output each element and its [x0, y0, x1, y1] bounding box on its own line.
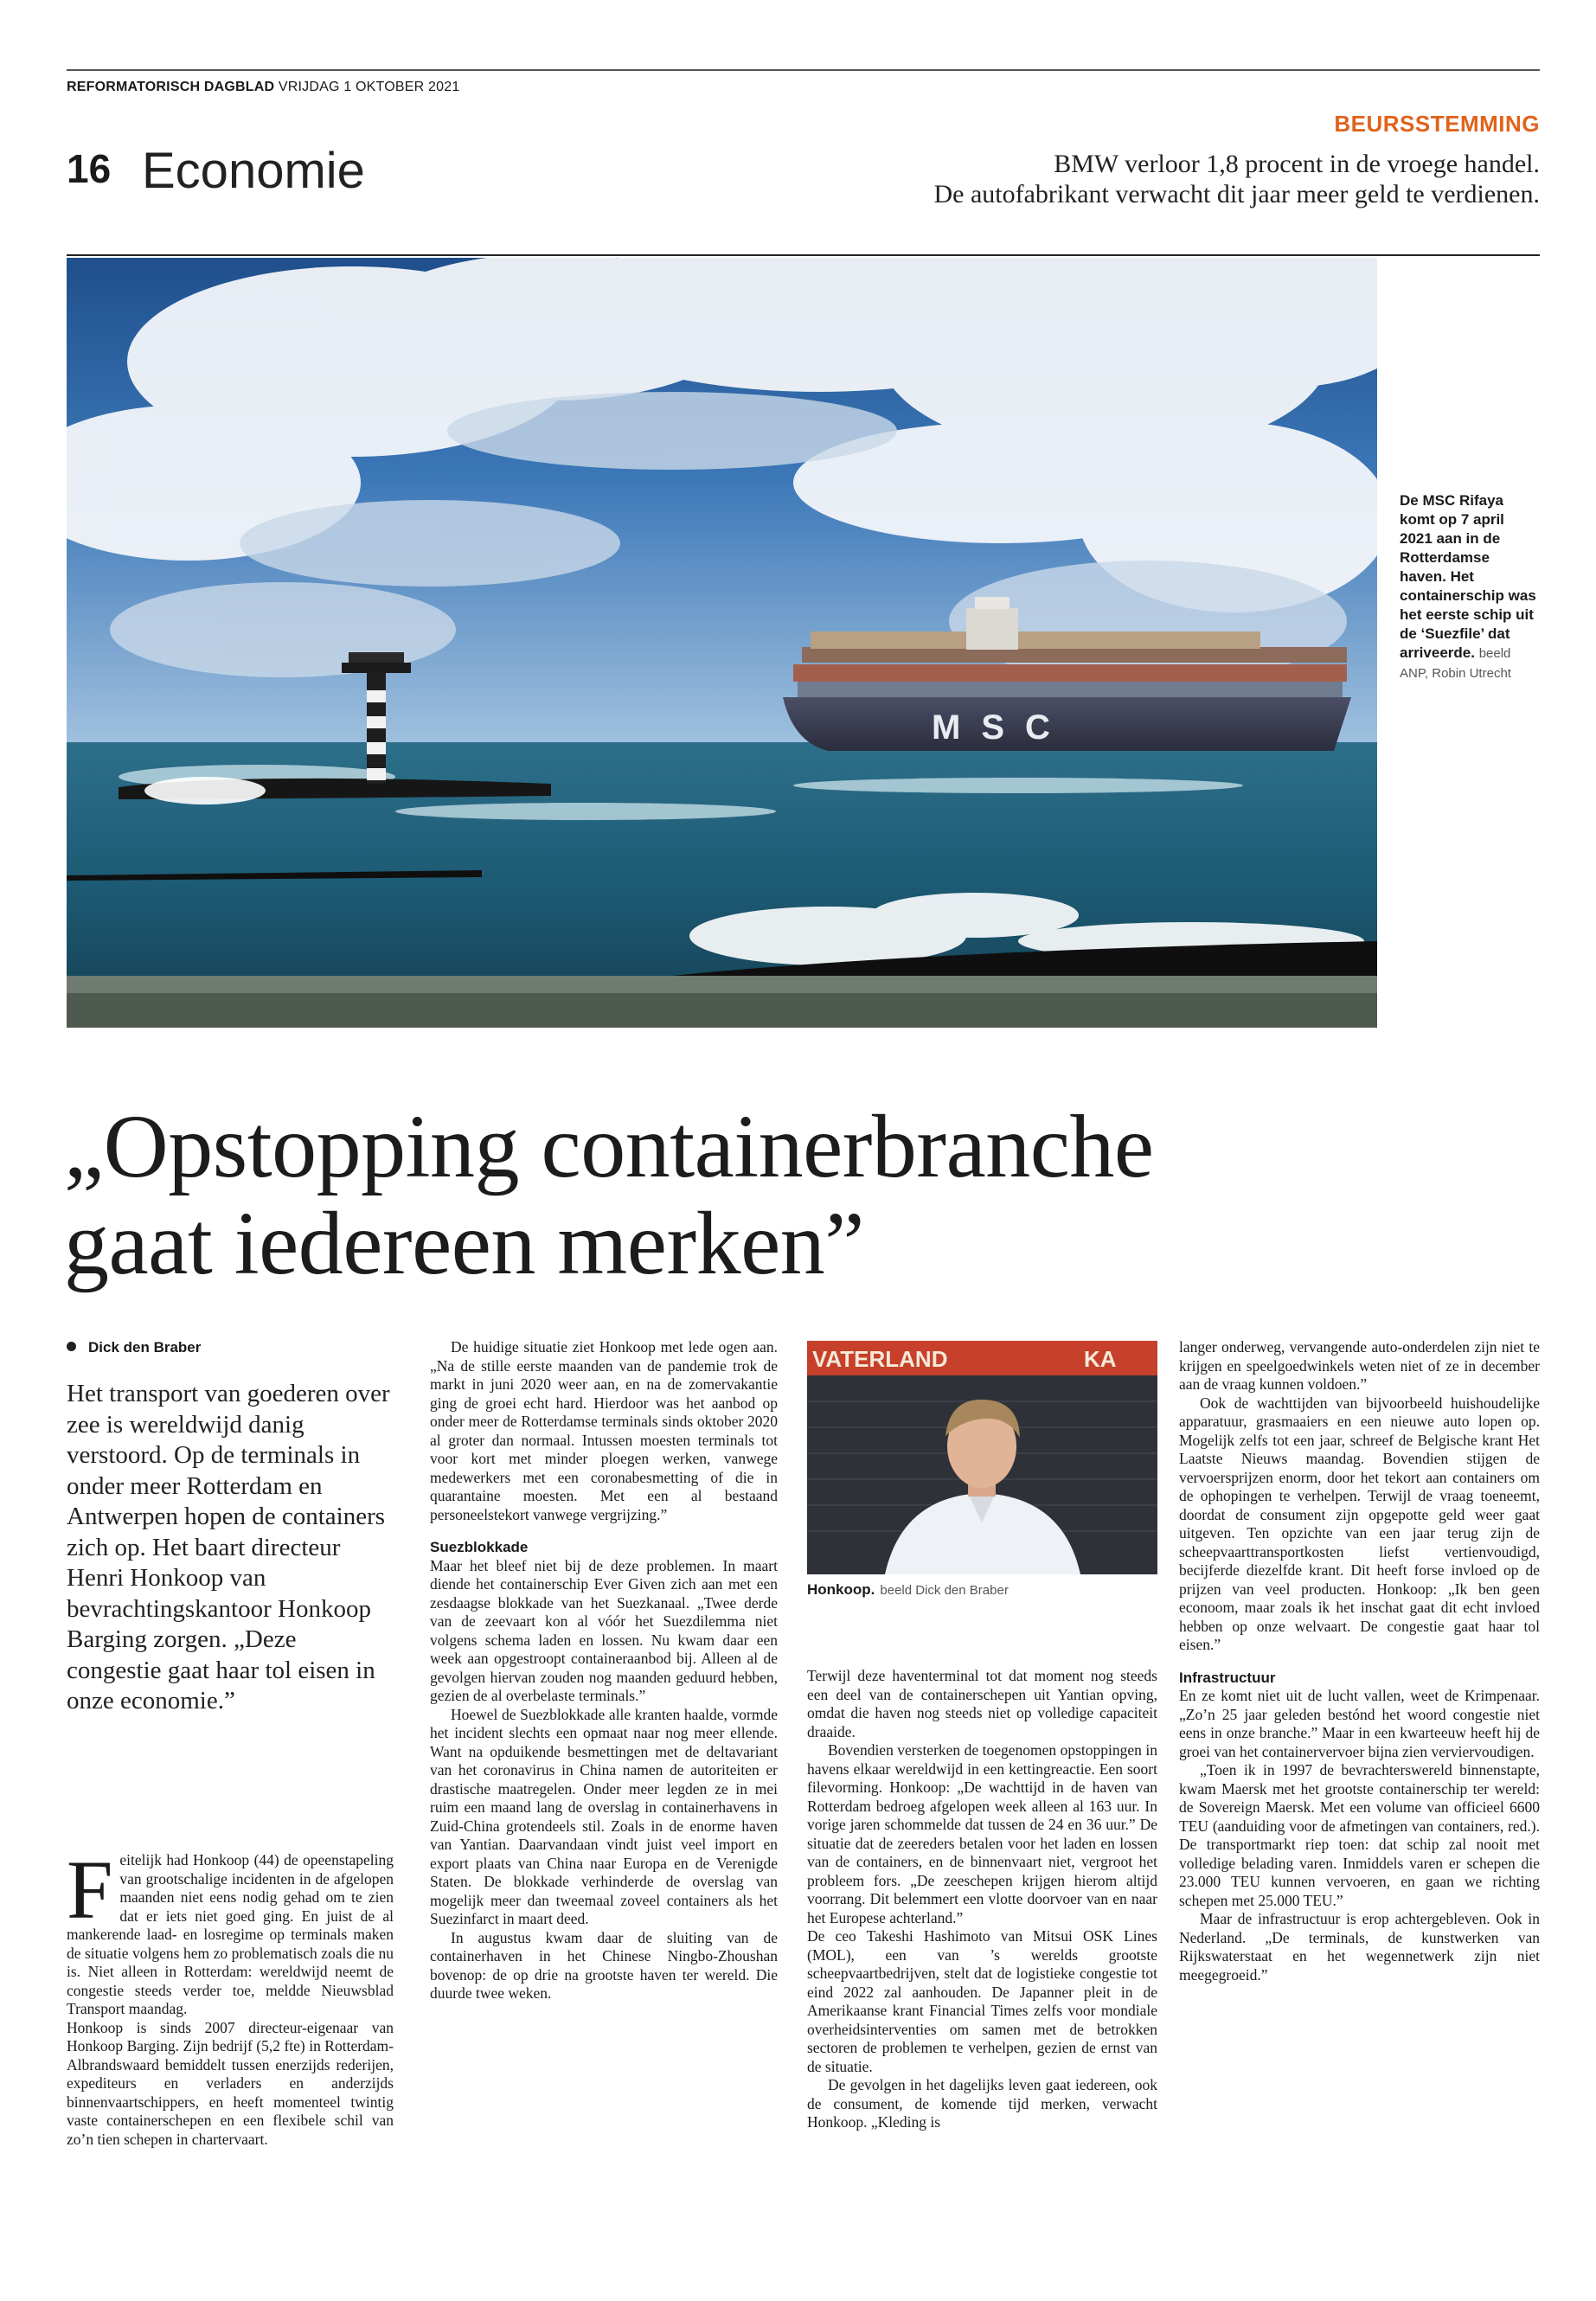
article-headline[interactable] — [64, 1099, 1535, 1292]
article-intro: Het transport van goederen over zee is wereldwijd danig verstoord. Op de terminals in onder meer Rotterdam en Antwerpen hopen de containers zich op. Het baart directeur Henri Honkoop van bevrachtingskantoor Honkoop Barging zorgen. „Deze congestie gaat haar tol eisen in onze economie.” — [67, 1380, 390, 1715]
paragraph-text: eitelijk had Honkoop (44) de opeenstapeling van grootschalige incidenten in de afgelopen maanden niet eens nodig gehad om te zien dat er iets niet goed ging. En juist de al mankerende laad- en losregime op terminals maken de situatie volgens hem zo problematisch zoals die nu is. Niet alleen in Rotterdam: wereldwijd neemt de congestie steeds verder toe, meldde Nieuwsblad Transport maandag. — [67, 1851, 394, 2017]
subheading: Infrastructuur — [1179, 1669, 1276, 1686]
byline — [67, 1339, 201, 1356]
paragraph: De huidige situatie ziet Honkoop met lede ogen aan. „Na de stille eerste maanden van de pandemie trok de markt in juni 2020 weer aan, en na de zomervakantie ging de groei echt hard. Hierdoor was het aanbod op onder meer de Rotterdamse terminals sinds oktober 2020 al groter dan normaal. Intussen moesten terminals tot voor kort met minder ploegen werken, vanwege medewerkers met een coronabesmetting of die in quarantaine moesten. Met een al bestaand personeelstekort vanwege vergrijzing.” — [430, 1338, 778, 1523]
svg-text:KA: KA — [1084, 1346, 1117, 1372]
article-column-4 — [1179, 1338, 1540, 1984]
article-column-2 — [430, 1338, 778, 2003]
headline-line: „Opstopping containerbranche — [64, 1097, 1154, 1196]
bullet-icon — [67, 1342, 76, 1351]
headline-line: gaat iedereen merken” — [64, 1194, 864, 1293]
paragraph: Maar het bleef niet bij de deze problemen. In maart diende het containerschip Ever Given zich aan met een zesdaagse blokkade van het Suezkanaal. „Twee derde van de zeevaart kon al vóór het Suezdilemma niet volgens schema laden en lossen. Nu kwam daar een week aan opgestroopt containeraanbod bij. Alleen al de gevolgen hiervan zouden nog maanden geduurd hebben, gezien de al overbelaste terminals.” — [430, 1556, 778, 1704]
page-number: 16 — [67, 146, 112, 191]
photo-credit: beeld ANP, Robin Utrecht — [1400, 646, 1511, 681]
issue-date: VRIJDAG 1 OKTOBER 2021 — [278, 80, 460, 94]
svg-text:MSC: MSC — [932, 708, 1071, 747]
paper-name: REFORMATORISCH DAGBLAD — [67, 80, 275, 94]
paragraph: Terwijl deze haventerminal tot dat moment nog steeds een deel van de containerschepen uit Yantian opving, omdat die haven nog steeds niet op volledige capaciteit draaide. — [807, 1667, 1157, 1740]
paragraph: langer onderweg, vervangende auto-onderdelen zijn niet te krijgen en speelgoedwinkels weten niet of ze in december aan de vraag kunnen voldoen.” — [1179, 1338, 1540, 1393]
teaser-text[interactable] — [761, 149, 1540, 209]
paragraph — [67, 1843, 394, 2019]
article-column-1 — [67, 1843, 394, 2149]
dropcap: F — [67, 1843, 113, 1936]
teaser-line: De autofabrikant verwacht dit jaar meer geld te verdienen. — [933, 180, 1540, 208]
paper-dateline — [67, 80, 459, 95]
top-rule — [67, 69, 1540, 71]
paragraph: Ook de wachttijden van bijvoorbeeld huishoudelijke apparatuur, grasmaaiers en een nieuwe auto lopen op. Mogelijk zelfs tot een jaar, schreef de Belgische krant Het Laatste Nieuws maandag. Bovendien stijgen de vervoersprijzen enorm, door het tekort aan containers om de ophopingen te verhelpen. Terwijl de vraag toeneemt, doordat de consument zijn opgepotte geld weer gaat uitgeven. Ten opzichte van een jaar terug zijn de scheepvaarttransportkosten liefst vertienvoudigd, becijferde diezelfde krant. Dit heeft forse invloed op de prijzen van veel producten. Honkoop: „Ik ben geen econoom, maar zoals ik het inschat gaat dit echt invloed hebben op onze welvaart. De congestie gaat haar tol eisen.” — [1179, 1394, 1540, 1653]
paragraph: Maar de infrastructuur is erop achtergebleven. Ook in Nederland. „De terminals, de kunstwerken van Rijkswaterstaat en het wegennetwerk zijn niet meegegroeid.” — [1179, 1910, 1540, 1984]
portrait-caption — [807, 1581, 1009, 1599]
paragraph: Honkoop is sinds 2007 directeur-eigenaar van Honkoop Barging. Zijn bedrijf (5,2 fte) in Rotterdam-Albrandswaard bemiddelt tussen enerzijds rederijen, expediteurs en verladers en anderzijds binnenvaartschippers, en heeft momenteel twintig vaste containerschepen en een flexibele schil van zo’n tien schepen in chartervaart. — [67, 2018, 394, 2148]
paragraph: Hoewel de Suezblokkade alle kranten haalde, vormde het incident slechts een opmaat naar nog meer ellende. Want na opduikende besmettingen met de deltavariant van het coronavirus in China namen de autoriteiten er drastische maatregelen. Onder meer legden ze in mei ruim een maand lang de overslag in containerhavens in Zuid-China grotendeels stil. Zoals in de enorme haven van Yantian. Daarvandaan vindt juist veel import en export plaats van China naar Europa en de Verenigde Staten. De blokkade verhinderde de overslag van mogelijk meer dan tweemaal zoveel containers als het Suezinfarct in maart deed. — [430, 1705, 778, 1927]
container-ship-photo — [67, 258, 1377, 1028]
portrait-credit: beeld Dick den Braber — [880, 1583, 1009, 1598]
caption-text: De MSC Rifaya komt op 7 april 2021 aan in de Rotterdamse haven. Het containerschip was het eerste schip uit de ‘Suezfile’ dat arriveerde. — [1400, 492, 1536, 661]
teaser-line: BMW verloor 1,8 procent in de vroege handel. — [1054, 150, 1540, 178]
photo-caption — [1400, 491, 1540, 683]
paragraph: „Toen ik in 1997 de bevrachterswereld binnenstapte, kwam Maersk met het grootste containerschip ter wereld: de Sovereign Maersk. Met een volume van officieel 6600 TEU (aanduiding voor de afmetingen van containers, red.). De transportmarkt riep toen: dat schip zal nooit met volledige belading varen. Inmiddels varen er schepen die 23.000 TEU kunnen vervoeren, en gaan we richting schepen met 25.000 TEU.” — [1179, 1761, 1540, 1909]
paragraph: De ceo Takeshi Hashimoto van Mitsui OSK Lines (MOL), een van ’s werelds grootste scheepvaartbedrijven, stelt dat de logistieke congestie tot eind 2022 zal aanhouden. De Japanner pleit in de Amerikaanse krant Financial Times zelfs voor mondiale overheidsinterventies om samen met de betrokken sectoren de problemen te verhelpen, gezien de ernst van de situatie. — [807, 1927, 1157, 2075]
paragraph: Bovendien versterken de toegenomen opstoppingen in havens elkaar wereldwijd in een kettingreactie. Een soort filevorming. Honkoop: „De wachttijd in de haven van Rotterdam bedroeg afgelopen week alleen al 163 uur. In vorige jaren schommelde dat tussen de 24 en 36 uur.” De situatie dat de zeereders betalen voor het laden en lossen van de containers, en de binnenvaart niet, vergroot het probleem fors. „De zeeschepen krijgen hierom altijd voorrang. Dit belemmert een vlotte doorvoer van en naar het Europese achterland.” — [807, 1741, 1157, 1926]
portrait-photo — [807, 1341, 1157, 1574]
portrait-name: Honkoop. — [807, 1581, 875, 1598]
subheading: Suezblokkade — [430, 1539, 529, 1555]
author-name: Dick den Braber — [88, 1339, 202, 1356]
article-column-3 — [807, 1667, 1157, 2132]
teaser-kicker[interactable]: BEURSSTEMMING — [1334, 111, 1540, 137]
section-title: Economie — [142, 143, 365, 199]
paragraph: De gevolgen in het dagelijks leven gaat iedereen, ook de consument, de komende tijd merken, verwacht Honkoop. „Kleding is — [807, 2076, 1157, 2131]
header-rule — [67, 254, 1540, 256]
paragraph: In augustus kwam daar de sluiting van de containerhaven in het Chinese Ningbo-Zhoushan bovenop: de op drie na grootste haven ter wereld. Die duurde twee weken. — [430, 1928, 778, 2002]
paragraph: En ze komt niet uit de lucht vallen, weet de Krimpenaar. „Zo’n 25 jaar geleden bestónd het woord congestie niet eens in onze branche.” Maar in een kwarteeuw heeft hij de groei van het containervervoer bijna zien verviervoudigen. — [1179, 1687, 1540, 1760]
svg-text:VATERLAND: VATERLAND — [812, 1346, 948, 1372]
